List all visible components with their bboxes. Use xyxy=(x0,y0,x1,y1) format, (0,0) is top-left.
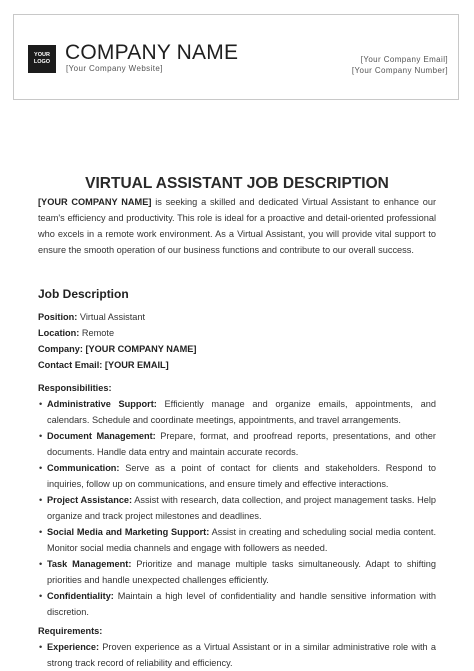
info-label: Company: xyxy=(38,344,83,354)
item-label: Social Media and Marketing Support: xyxy=(47,527,210,537)
info-label: Contact Email: xyxy=(38,360,103,370)
item-label: Project Assistance: xyxy=(47,495,133,505)
list-item xyxy=(38,588,436,620)
company-number: [Your Company Number] xyxy=(351,66,448,75)
company-logo xyxy=(28,45,56,73)
document-title: VIRTUAL ASSISTANT JOB DESCRIPTION xyxy=(85,175,389,192)
list-item xyxy=(38,460,436,492)
item-label: Task Management: xyxy=(47,559,132,569)
item-text: Efficiently manage and organize emails, appointments, and calendars. Schedule and coordinate meetings, appointments, and travel arrangements. xyxy=(47,399,436,425)
contact-block xyxy=(352,54,448,76)
info-value: [YOUR COMPANY NAME] xyxy=(82,344,197,354)
job-description-heading: Job Description xyxy=(38,287,129,301)
responsibilities-heading: Responsibilities: xyxy=(38,383,112,393)
responsibilities-list xyxy=(38,396,436,620)
info-company xyxy=(38,341,196,357)
company-email: [Your Company Email] xyxy=(360,55,448,64)
item-label: Experience: xyxy=(47,642,100,652)
logo-line2: LOGO xyxy=(33,59,51,65)
company-website: [Your Company Website] xyxy=(66,64,163,73)
item-label: Document Management: xyxy=(47,431,156,441)
info-position xyxy=(38,309,196,325)
list-item xyxy=(38,556,436,588)
item-label: Confidentiality: xyxy=(47,591,114,601)
item-text: Assist with research, data collection, and project management tasks. Help organize and track project milestones and deadlines. xyxy=(47,495,436,521)
list-item xyxy=(38,524,436,556)
item-text: Prepare, format, and proofread reports, presentations, and other documents. Handle data entry and maintain accurate records. xyxy=(47,431,436,457)
requirements-heading: Requirements: xyxy=(38,626,103,636)
intro-company: [YOUR COMPANY NAME] xyxy=(38,197,152,207)
info-value: Virtual Assistant xyxy=(77,312,146,322)
list-item xyxy=(38,396,436,428)
item-text: Serve as a point of contact for clients and stakeholders. Respond to inquiries, follow up on communications, and ensure timely and effective interactions. xyxy=(47,463,436,489)
info-location xyxy=(38,325,196,341)
info-contact-email xyxy=(38,357,196,373)
intro-text: is seeking a skilled and dedicated Virtual Assistant to enhance our team's efficiency and productivity. This role is ideal for a proactive and detail-oriented professional who excels in a remote work environment. As a Virtual Assistant, you will provide vital support to ensure the smooth operation of our business functions and contribute to our overall success. xyxy=(38,197,437,255)
info-label: Position: xyxy=(38,312,78,322)
intro-paragraph xyxy=(38,194,436,258)
company-name: COMPANY NAME xyxy=(65,41,239,64)
item-text: Maintain a high level of confidentiality and handle sensitive information with discretion. xyxy=(47,591,436,617)
info-value: [YOUR EMAIL] xyxy=(102,360,169,370)
item-text: Prioritize and manage multiple tasks simultaneously. Adapt to shifting priorities and handle unexpected challenges efficiently. xyxy=(47,559,436,585)
info-label: Location: xyxy=(38,328,80,338)
list-item xyxy=(38,428,436,460)
logo-line1: YOUR xyxy=(34,52,50,58)
requirements-list xyxy=(38,639,436,671)
item-label: Communication: xyxy=(47,463,120,473)
info-value: Remote xyxy=(79,328,115,338)
list-item xyxy=(38,492,436,524)
item-text: Proven experience as a Virtual Assistant or in a similar administrative role with a strong track record of reliability and efficiency. xyxy=(47,642,436,668)
list-item xyxy=(38,639,436,671)
job-info xyxy=(38,309,196,373)
item-label: Administrative Support: xyxy=(47,399,157,409)
item-text: Assist in creating and scheduling social media content. Monitor social media channels and engage with followers as needed. xyxy=(47,527,437,553)
